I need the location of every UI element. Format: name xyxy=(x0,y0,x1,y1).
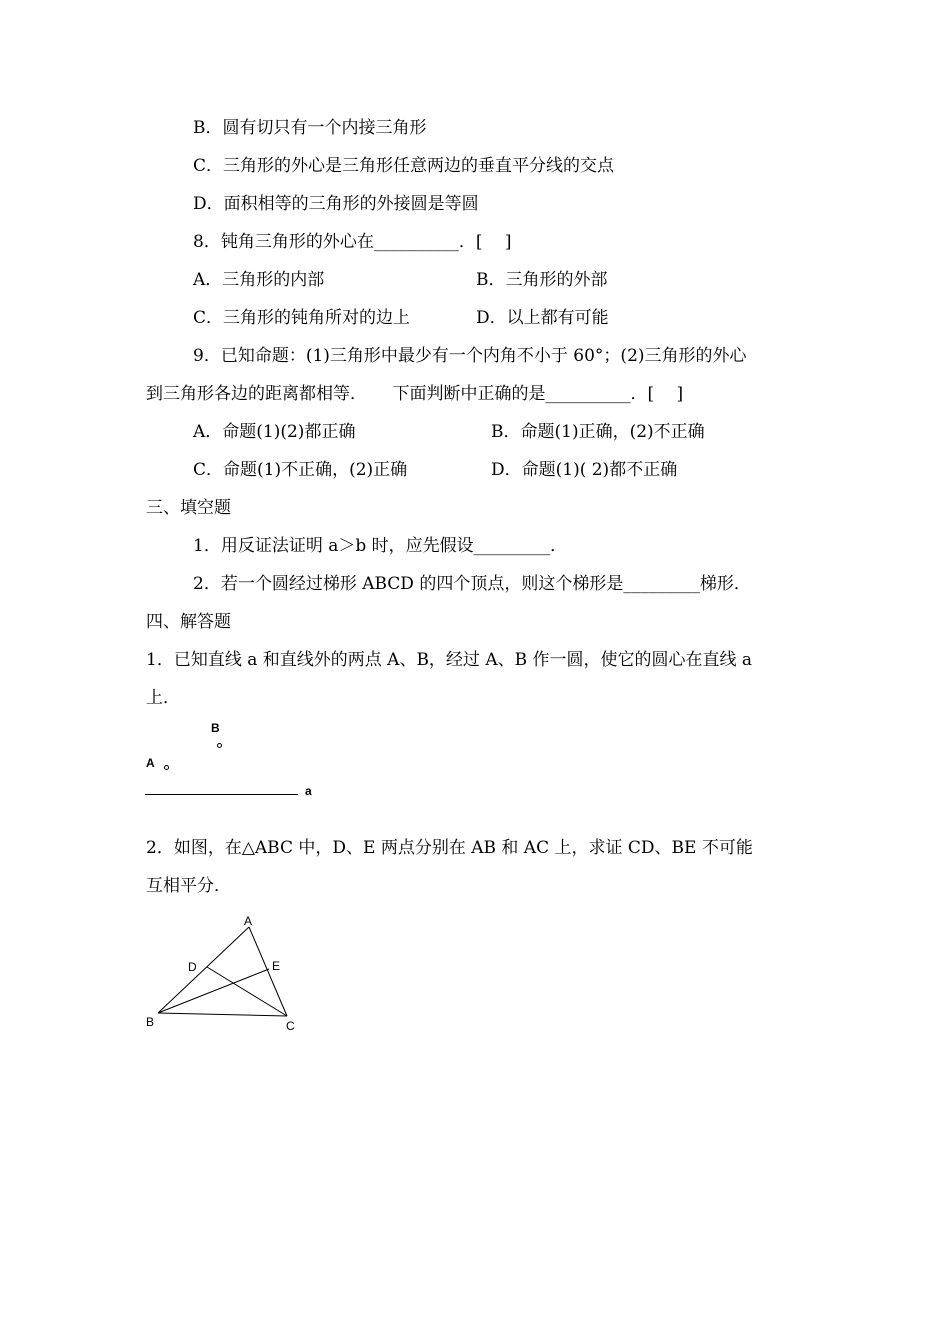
fill-q1: 1．用反证法证明 a＞b 时，应先假设_________． xyxy=(193,536,568,556)
vertex-label-a: A xyxy=(244,914,253,928)
segment-be xyxy=(158,969,269,1013)
option-b-prev: B．圆有切只有一个内接三角形 xyxy=(193,118,427,138)
q9-stem-line2: 到三角形各边的距离都相等． 下面判断中正确的是__________．[ ] xyxy=(146,384,684,404)
fig1-line-a xyxy=(145,794,298,795)
vertex-label-b: B xyxy=(146,1015,155,1029)
q9-stem-line1: 9．已知命题：(1)三角形中最少有一个内角不小于 60°；(2)三角形的外心 xyxy=(193,346,747,366)
fig1-point-b xyxy=(217,743,222,748)
point-label-d: D xyxy=(188,960,197,974)
section3-heading: 三、填空题 xyxy=(146,498,231,518)
q8-option-b: B．三角形的外部 xyxy=(476,270,608,290)
fig1-label-a: A xyxy=(146,756,155,770)
solve-q1-line2: 上． xyxy=(146,688,180,708)
fig1-point-a xyxy=(164,765,169,770)
solve-q2-line2: 互相平分． xyxy=(146,876,231,896)
q9-option-b: B．命题(1)正确，(2)不正确 xyxy=(491,422,705,442)
option-d-prev: D．面积相等的三角形的外接圆是等圆 xyxy=(193,194,479,214)
side-bc xyxy=(158,1013,287,1016)
triangle-figure xyxy=(140,910,310,1035)
fig1-label-line-a: a xyxy=(305,784,312,798)
side-ab xyxy=(158,927,249,1013)
q8-option-c: C．三角形的钝角所对的边上 xyxy=(193,308,411,328)
fig1-label-b: B xyxy=(211,721,220,735)
q8-stem: 8．钝角三角形的外心在__________．[ ] xyxy=(193,232,512,252)
fill-q2: 2．若一个圆经过梯形 ABCD 的四个顶点，则这个梯形是_________梯形． xyxy=(193,574,751,594)
side-ac xyxy=(249,927,287,1016)
q9-option-d: D．命题(1)( 2)都不正确 xyxy=(491,460,678,480)
vertex-label-c: C xyxy=(286,1019,295,1033)
q8-option-d: D．以上都有可能 xyxy=(476,308,609,328)
q8-option-a: A．三角形的内部 xyxy=(193,270,325,290)
q9-option-a: A．命题(1)(2)都正确 xyxy=(193,422,356,442)
option-c-prev: C．三角形的外心是三角形任意两边的垂直平分线的交点 xyxy=(193,156,615,176)
solve-q1-line1: 1．已知直线 a 和直线外的两点 A、B，经过 A、B 作一圆，使它的圆心在直线 a xyxy=(146,650,753,670)
q9-option-c: C．命题(1)不正确，(2)正确 xyxy=(193,460,408,480)
point-label-e: E xyxy=(272,959,281,973)
solve-q2-line1: 2．如图，在△ABC 中，D、E 两点分别在 AB 和 AC 上，求证 CD、BE 不可能 xyxy=(146,838,753,858)
figure-line-a-points xyxy=(140,715,330,800)
section4-heading: 四、解答题 xyxy=(146,612,231,632)
segment-cd xyxy=(207,967,287,1016)
